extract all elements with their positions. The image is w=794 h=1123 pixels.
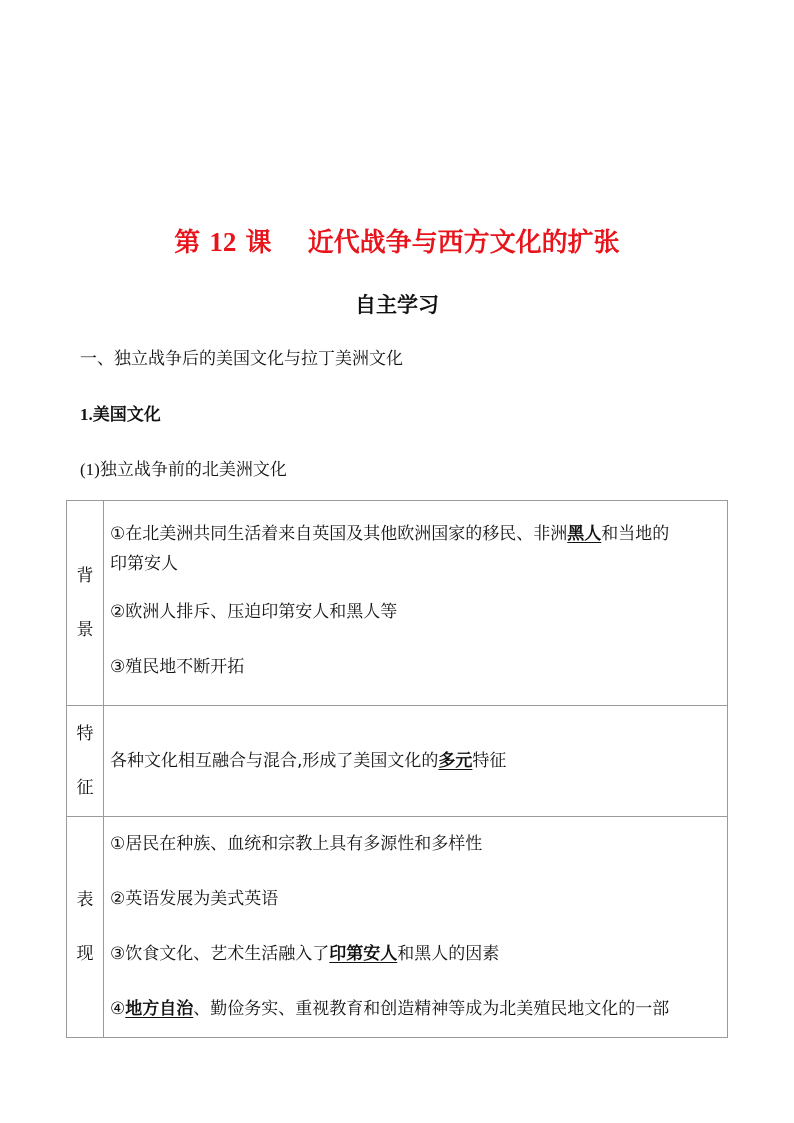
title-prefix: 第: [174, 228, 201, 258]
row-label-char: 景: [76, 620, 94, 640]
row-label-char: 征: [76, 778, 94, 798]
key-term: 地方自治: [125, 999, 194, 1019]
content-line: [110, 511, 727, 549]
subsection-heading: [80, 400, 161, 425]
title-suffix: 课: [245, 228, 272, 258]
content-line: [110, 927, 727, 982]
line-text: 、勤俭务实、重视教育和创造精神等成为北美殖民地文化的一部: [193, 999, 670, 1019]
section-subtitle: 自主学习: [355, 293, 439, 317]
content-line: ①居民在种族、血统和宗教上具有多源性和多样性: [110, 834, 483, 854]
table-row-background: [67, 501, 728, 706]
row-content: [104, 817, 728, 1038]
row-label-char: 现: [76, 944, 94, 964]
subsection-number: 1.: [80, 405, 93, 424]
row-label: [67, 501, 104, 706]
content-line: [110, 982, 727, 1037]
line-text: 各种文化相互融合与混合,形成了美国文化的: [110, 750, 439, 771]
line-text: ④: [110, 999, 126, 1019]
line-text: ①在北美洲共同生活着来自英国及其他欧洲国家的移民、非洲: [110, 524, 568, 544]
row-label-char: 表: [76, 890, 94, 910]
line-text: 和黑人的因素: [397, 944, 500, 964]
lesson-number: 12: [209, 227, 237, 257]
table-row-feature: [67, 706, 728, 817]
key-term: 印第安人: [329, 944, 398, 964]
row-content: [104, 706, 728, 817]
sub-subsection-number: (1): [80, 460, 100, 479]
key-term: 黑人: [567, 524, 602, 544]
row-label: [67, 706, 104, 817]
row-label-char: 背: [76, 566, 94, 586]
key-term: 多元: [438, 750, 473, 771]
sub-subsection-heading: [80, 455, 287, 480]
content-line: ②英语发展为美式英语: [110, 889, 279, 909]
section-heading: 一、独立战争后的美国文化与拉丁美洲文化: [80, 349, 403, 369]
content-line: ③殖民地不断开拓: [110, 657, 245, 677]
row-label-char: 特: [76, 724, 94, 744]
row-content: [104, 501, 728, 706]
content-line: [110, 734, 727, 789]
line-text: 和当地的: [601, 524, 670, 544]
subsection-text: 美国文化: [92, 405, 161, 425]
culture-table: [66, 500, 728, 1038]
sub-subsection-text: 独立战争前的北美洲文化: [99, 460, 287, 480]
content-line: ②欧洲人排斥、压迫印第安人和黑人等: [110, 602, 398, 622]
line-text: 特征: [472, 750, 507, 771]
lesson-name: 近代战争与西方文化的扩张: [307, 228, 620, 258]
table-row-manifestation: [67, 817, 728, 1038]
lesson-title: [0, 222, 794, 259]
line-text: ③饮食文化、艺术生活融入了: [110, 944, 330, 964]
row-label: [67, 817, 104, 1038]
content-line: 印第安人: [110, 554, 178, 574]
